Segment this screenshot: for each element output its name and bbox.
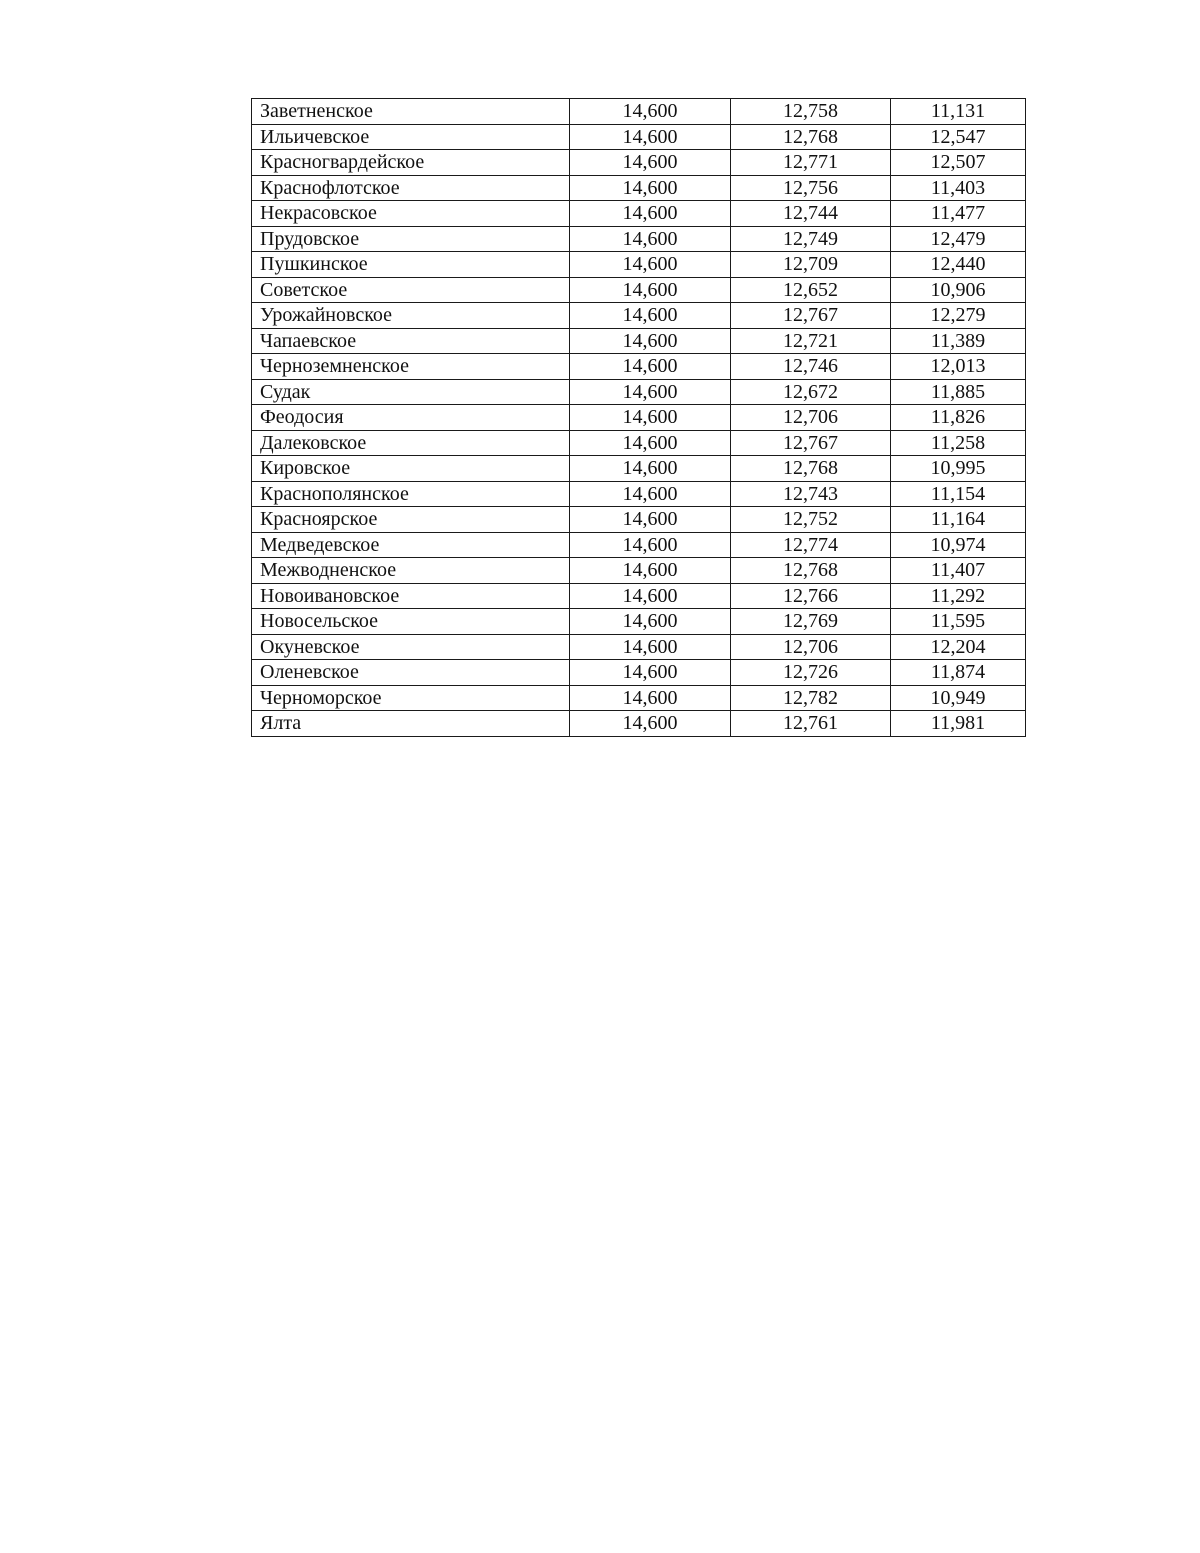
value-cell-1: 14,600 xyxy=(570,303,731,329)
value-cell-3: 12,279 xyxy=(891,303,1026,329)
value-cell-2: 12,768 xyxy=(731,124,891,150)
table-body xyxy=(252,99,1026,737)
settlement-name-cell: Судак xyxy=(252,379,570,405)
settlement-name-cell: Оленевское xyxy=(252,660,570,686)
table-row xyxy=(252,252,1026,278)
value-cell-2: 12,726 xyxy=(731,660,891,686)
value-cell-1: 14,600 xyxy=(570,201,731,227)
settlement-name-cell: Ялта xyxy=(252,711,570,737)
value-cell-2: 12,767 xyxy=(731,430,891,456)
value-cell-3: 11,826 xyxy=(891,405,1026,431)
settlement-name-cell: Прудовское xyxy=(252,226,570,252)
value-cell-1: 14,600 xyxy=(570,124,731,150)
value-cell-3: 12,013 xyxy=(891,354,1026,380)
value-cell-3: 11,292 xyxy=(891,583,1026,609)
value-cell-3: 12,547 xyxy=(891,124,1026,150)
value-cell-1: 14,600 xyxy=(570,379,731,405)
value-cell-2: 12,706 xyxy=(731,405,891,431)
value-cell-3: 11,885 xyxy=(891,379,1026,405)
table-row xyxy=(252,328,1026,354)
value-cell-1: 14,600 xyxy=(570,660,731,686)
table-row xyxy=(252,685,1026,711)
table-row xyxy=(252,277,1026,303)
value-cell-1: 14,600 xyxy=(570,405,731,431)
value-cell-2: 12,672 xyxy=(731,379,891,405)
value-cell-2: 12,768 xyxy=(731,558,891,584)
value-cell-1: 14,600 xyxy=(570,711,731,737)
value-cell-2: 12,749 xyxy=(731,226,891,252)
table-row xyxy=(252,660,1026,686)
table-row xyxy=(252,303,1026,329)
table-row xyxy=(252,711,1026,737)
value-cell-3: 11,477 xyxy=(891,201,1026,227)
data-table xyxy=(251,98,1026,737)
table-row xyxy=(252,124,1026,150)
table-row xyxy=(252,456,1026,482)
value-cell-2: 12,768 xyxy=(731,456,891,482)
settlement-name-cell: Красноярское xyxy=(252,507,570,533)
value-cell-1: 14,600 xyxy=(570,175,731,201)
settlement-name-cell: Межводненское xyxy=(252,558,570,584)
settlement-name-cell: Окуневское xyxy=(252,634,570,660)
table-row xyxy=(252,609,1026,635)
value-cell-2: 12,782 xyxy=(731,685,891,711)
value-cell-3: 12,204 xyxy=(891,634,1026,660)
settlement-name-cell: Далековское xyxy=(252,430,570,456)
table-row xyxy=(252,99,1026,125)
value-cell-2: 12,756 xyxy=(731,175,891,201)
value-cell-2: 12,652 xyxy=(731,277,891,303)
settlement-name-cell: Ильичевское xyxy=(252,124,570,150)
value-cell-3: 11,154 xyxy=(891,481,1026,507)
value-cell-3: 10,906 xyxy=(891,277,1026,303)
value-cell-1: 14,600 xyxy=(570,252,731,278)
value-cell-1: 14,600 xyxy=(570,532,731,558)
settlement-name-cell: Красногвардейское xyxy=(252,150,570,176)
table-row xyxy=(252,481,1026,507)
value-cell-3: 12,507 xyxy=(891,150,1026,176)
table-row xyxy=(252,558,1026,584)
settlement-name-cell: Пушкинское xyxy=(252,252,570,278)
value-cell-1: 14,600 xyxy=(570,481,731,507)
value-cell-1: 14,600 xyxy=(570,558,731,584)
value-cell-1: 14,600 xyxy=(570,456,731,482)
value-cell-2: 12,769 xyxy=(731,609,891,635)
value-cell-3: 12,440 xyxy=(891,252,1026,278)
table-row xyxy=(252,507,1026,533)
settlement-name-cell: Советское xyxy=(252,277,570,303)
value-cell-3: 10,974 xyxy=(891,532,1026,558)
table-row xyxy=(252,634,1026,660)
settlement-name-cell: Кировское xyxy=(252,456,570,482)
value-cell-3: 10,995 xyxy=(891,456,1026,482)
value-cell-2: 12,721 xyxy=(731,328,891,354)
value-cell-2: 12,746 xyxy=(731,354,891,380)
settlement-name-cell: Чапаевское xyxy=(252,328,570,354)
table-row xyxy=(252,405,1026,431)
value-cell-1: 14,600 xyxy=(570,430,731,456)
table-row xyxy=(252,583,1026,609)
table-row xyxy=(252,150,1026,176)
value-cell-3: 11,389 xyxy=(891,328,1026,354)
value-cell-3: 11,258 xyxy=(891,430,1026,456)
table-row xyxy=(252,379,1026,405)
value-cell-3: 11,403 xyxy=(891,175,1026,201)
value-cell-1: 14,600 xyxy=(570,685,731,711)
table-row xyxy=(252,430,1026,456)
settlement-name-cell: Некрасовское xyxy=(252,201,570,227)
value-cell-2: 12,774 xyxy=(731,532,891,558)
settlement-name-cell: Урожайновское xyxy=(252,303,570,329)
settlement-name-cell: Феодосия xyxy=(252,405,570,431)
value-cell-2: 12,744 xyxy=(731,201,891,227)
value-cell-2: 12,771 xyxy=(731,150,891,176)
settlement-name-cell: Краснополянское xyxy=(252,481,570,507)
value-cell-1: 14,600 xyxy=(570,354,731,380)
table-row xyxy=(252,354,1026,380)
value-cell-1: 14,600 xyxy=(570,150,731,176)
settlement-name-cell: Новосельское xyxy=(252,609,570,635)
value-cell-1: 14,600 xyxy=(570,609,731,635)
value-cell-3: 12,479 xyxy=(891,226,1026,252)
value-cell-1: 14,600 xyxy=(570,507,731,533)
value-cell-3: 11,874 xyxy=(891,660,1026,686)
value-cell-2: 12,766 xyxy=(731,583,891,609)
value-cell-3: 11,164 xyxy=(891,507,1026,533)
value-cell-3: 10,949 xyxy=(891,685,1026,711)
value-cell-2: 12,758 xyxy=(731,99,891,125)
table-row xyxy=(252,532,1026,558)
value-cell-3: 11,407 xyxy=(891,558,1026,584)
value-cell-2: 12,767 xyxy=(731,303,891,329)
value-cell-1: 14,600 xyxy=(570,328,731,354)
value-cell-1: 14,600 xyxy=(570,634,731,660)
table-row xyxy=(252,201,1026,227)
value-cell-2: 12,752 xyxy=(731,507,891,533)
value-cell-2: 12,743 xyxy=(731,481,891,507)
value-cell-1: 14,600 xyxy=(570,226,731,252)
value-cell-1: 14,600 xyxy=(570,583,731,609)
settlement-name-cell: Черноморское xyxy=(252,685,570,711)
value-cell-3: 11,595 xyxy=(891,609,1026,635)
settlement-name-cell: Медведевское xyxy=(252,532,570,558)
value-cell-1: 14,600 xyxy=(570,99,731,125)
settlement-name-cell: Черноземненское xyxy=(252,354,570,380)
settlement-name-cell: Краснофлотское xyxy=(252,175,570,201)
value-cell-3: 11,131 xyxy=(891,99,1026,125)
settlement-name-cell: Новоивановское xyxy=(252,583,570,609)
value-cell-2: 12,709 xyxy=(731,252,891,278)
value-cell-1: 14,600 xyxy=(570,277,731,303)
value-cell-3: 11,981 xyxy=(891,711,1026,737)
settlement-name-cell: Заветненское xyxy=(252,99,570,125)
value-cell-2: 12,761 xyxy=(731,711,891,737)
table-row xyxy=(252,175,1026,201)
value-cell-2: 12,706 xyxy=(731,634,891,660)
table-row xyxy=(252,226,1026,252)
